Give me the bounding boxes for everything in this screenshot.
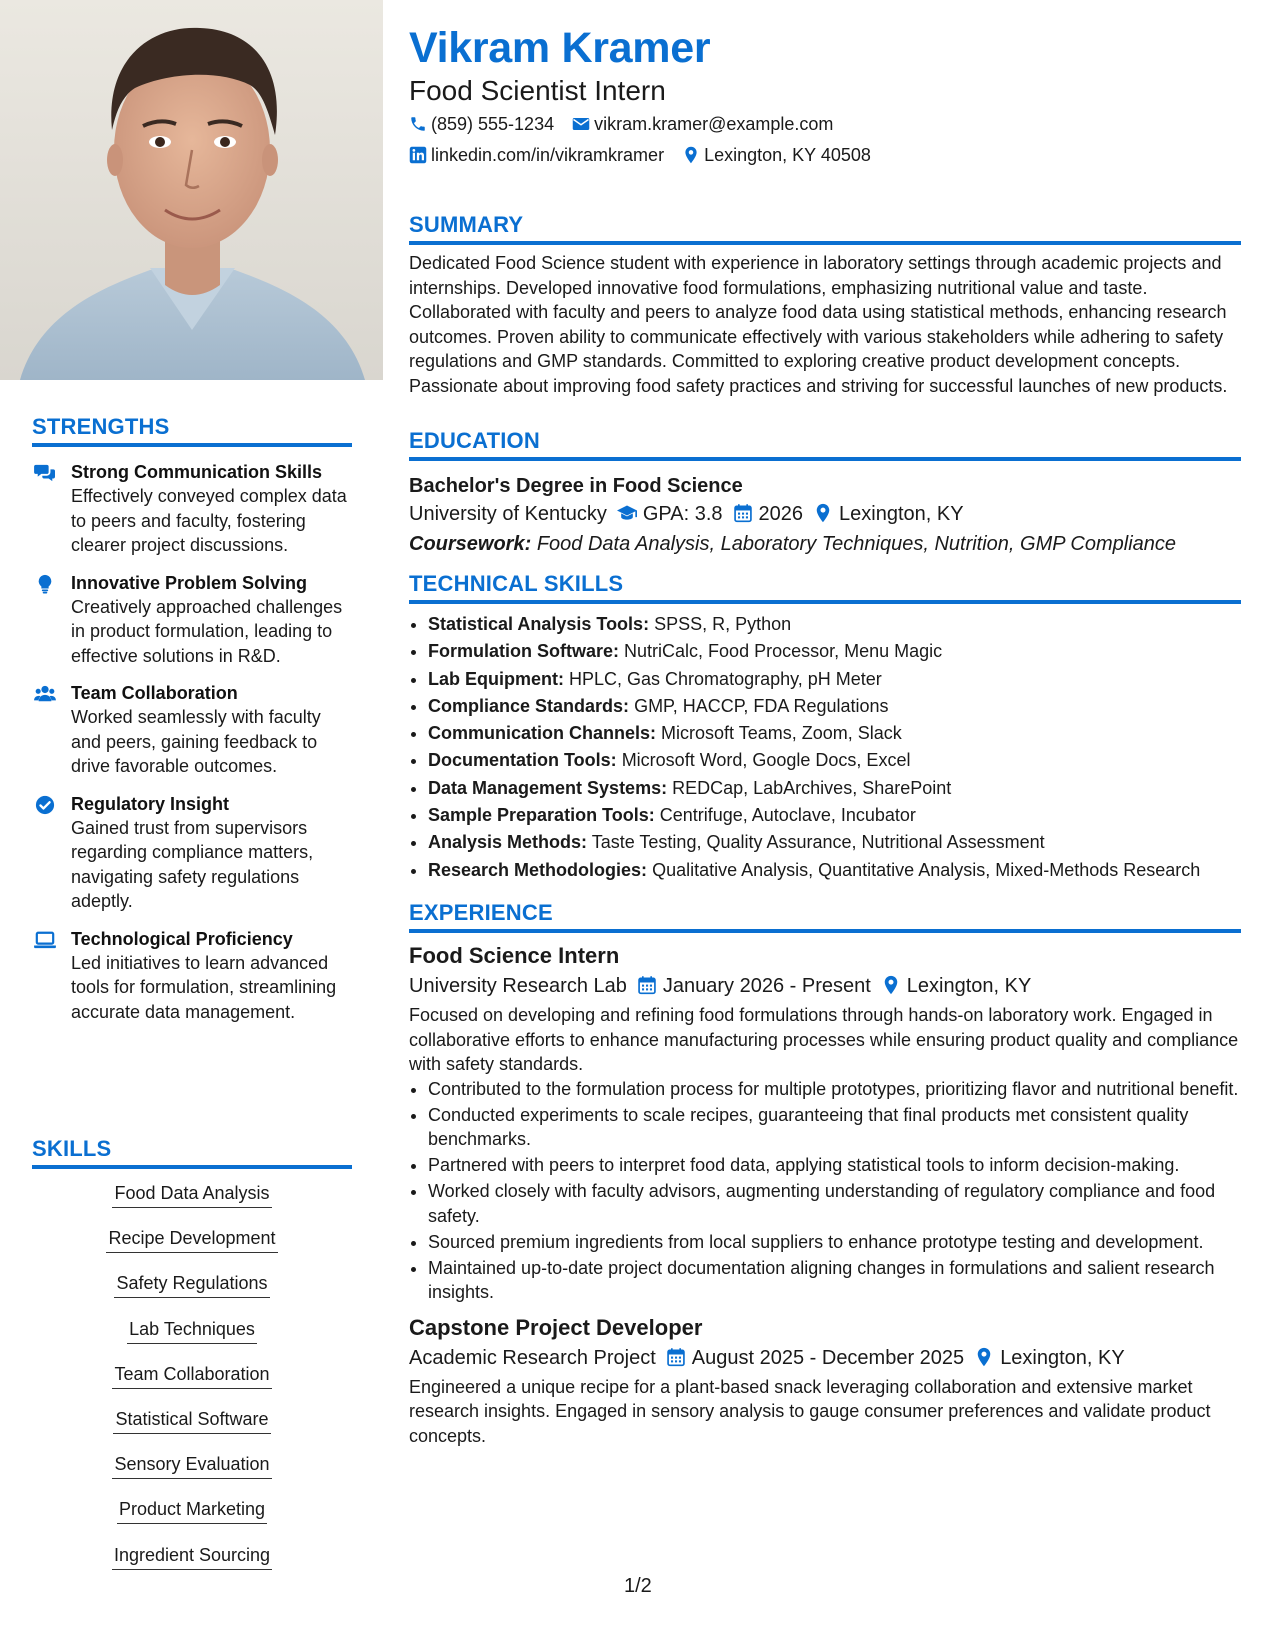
experience-entry bbox=[409, 941, 1241, 1305]
role-title: Capstone Project Developer bbox=[409, 1314, 703, 1340]
strength-name: Technological Proficiency bbox=[71, 928, 293, 949]
job-title: Food Scientist Intern bbox=[409, 75, 666, 106]
experience-meta bbox=[409, 1343, 1241, 1373]
tech-skill-item: • Lab Equipment: HPLC, Gas Chromatography, pH Meter bbox=[428, 666, 1241, 693]
experience-entry bbox=[409, 1313, 1241, 1449]
education-location: Lexington, KY bbox=[839, 503, 964, 525]
strength-desc: Creatively approached challenges in product formulation, leading to effective solutions in R&D. bbox=[71, 596, 343, 666]
date-range: August 2025 - December 2025 bbox=[691, 1346, 965, 1369]
degree-title: Bachelor's Degree in Food Science bbox=[409, 475, 743, 497]
organization: Academic Research Project bbox=[409, 1346, 656, 1369]
role-summary: Engineered a unique recipe for a plant-based snack leveraging collaboration and extensive market research insights. Engaged in sensory analysis to gauge consumer preferences and validate product concepts. bbox=[409, 1376, 1211, 1446]
strength-desc: Effectively conveyed complex data to peers and faculty, fostering clearer project discussions. bbox=[71, 486, 347, 555]
tech-skill-item: • Compliance Standards: GMP, HACCP, FDA Regulations bbox=[428, 693, 1241, 720]
comments-icon bbox=[34, 463, 56, 483]
skills-list bbox=[32, 1181, 352, 1588]
left-column bbox=[0, 0, 383, 1650]
coursework-list: Food Data Analysis, Laboratory Techniques, Nutrition, GMP Compliance bbox=[536, 533, 1177, 555]
organization: University Research Lab bbox=[409, 975, 627, 997]
strength-name: Strong Communication Skills bbox=[71, 462, 323, 482]
skill-item: Lab Techniques bbox=[32, 1317, 352, 1362]
gpa-text: GPA: 3.8 bbox=[642, 503, 723, 525]
contact-row-2 bbox=[409, 145, 871, 166]
skill-item: Safety Regulations bbox=[32, 1271, 352, 1316]
role-bullets bbox=[428, 1077, 1241, 1305]
strengths-heading: STRENGTHS bbox=[32, 414, 352, 447]
coursework bbox=[409, 529, 1241, 559]
strength-item bbox=[32, 461, 352, 558]
strength-item bbox=[32, 928, 352, 1025]
skills-heading: SKILLS bbox=[32, 1136, 352, 1169]
school-name: University of Kentucky bbox=[409, 503, 607, 525]
bullet-item: • Maintained up-to-date project documentation aligning changes in formulations and salient research insights. bbox=[428, 1256, 1241, 1305]
location-text: Lexington, KY 40508 bbox=[704, 145, 871, 165]
skill-item: Product Marketing bbox=[32, 1497, 352, 1542]
skill-item: Team Collaboration bbox=[32, 1362, 352, 1407]
graduation-year: 2026 bbox=[758, 503, 804, 525]
check-circle-icon bbox=[34, 795, 56, 815]
education-section bbox=[409, 428, 1241, 559]
tech-skill-item: • Analysis Methods: Taste Testing, Quality Assurance, Nutritional Assessment bbox=[428, 829, 1241, 856]
summary-text: Dedicated Food Science student with experience in laboratory settings through academic projects and internships. Developed innovative food formulations, emphasizing nutritional value and taste. Collaborated with faculty and peers to analyze food data using statistical methods, enhancing research outcomes. Proven ability to communicate effectively with various stakeholders while adhering to safety regulations and GMP standards. Committed to exploring creative product development concepts. Passionate about improving food safety practices and striving for successful launches of new products. bbox=[409, 253, 1228, 396]
summary-heading: SUMMARY bbox=[409, 212, 1241, 245]
tech-skill-item: • Statistical Analysis Tools: SPSS, R, Python bbox=[428, 611, 1241, 638]
strength-name: Team Collaboration bbox=[71, 683, 238, 703]
laptop-icon bbox=[34, 930, 56, 950]
strength-name: Innovative Problem Solving bbox=[71, 572, 308, 593]
phone-text: (859) 555-1234 bbox=[431, 114, 555, 134]
bullet-item: • Sourced premium ingredients from local suppliers to enhance prototype testing and development. bbox=[428, 1230, 1241, 1255]
summary-section bbox=[409, 212, 1241, 398]
skill-item: Ingredient Sourcing bbox=[32, 1543, 352, 1588]
experience-meta bbox=[409, 971, 1241, 1001]
strength-desc: Worked seamlessly with faculty and peers, gaining feedback to drive favorable outcomes. bbox=[71, 707, 321, 776]
strength-desc: Led initiatives to learn advanced tools for formulation, streamlining accurate data management. bbox=[71, 952, 337, 1022]
tech-skill-item: • Documentation Tools: Microsoft Word, Google Docs, Excel bbox=[428, 747, 1241, 774]
strengths-section bbox=[32, 414, 352, 1024]
profile-photo bbox=[0, 0, 383, 380]
calendar-icon bbox=[637, 975, 657, 995]
tech-skill-item: • Data Management Systems: REDCap, LabArchives, SharePoint bbox=[428, 775, 1241, 802]
contact-row-1 bbox=[409, 114, 833, 135]
technical-skills-list bbox=[428, 611, 1241, 884]
linkedin-icon bbox=[409, 146, 427, 164]
tech-skill-item: • Research Methodologies: Qualitative Analysis, Quantitative Analysis, Mixed-Methods Research bbox=[428, 857, 1241, 884]
lightbulb-icon bbox=[34, 574, 56, 594]
tech-skill-item: • Sample Preparation Tools: Centrifuge, Autoclave, Incubator bbox=[428, 802, 1241, 829]
strength-item bbox=[32, 682, 352, 779]
skill-item: Statistical Software bbox=[32, 1407, 352, 1452]
candidate-name: Vikram Kramer bbox=[409, 24, 711, 72]
strength-name: Regulatory Insight bbox=[71, 793, 230, 814]
bullet-item: • Contributed to the formulation process for multiple prototypes, prioritizing flavor and nutritional benefit. bbox=[428, 1077, 1241, 1102]
map-pin-icon bbox=[974, 1347, 994, 1367]
job-location: Lexington, KY bbox=[1000, 1346, 1125, 1369]
date-range: January 2026 - Present bbox=[662, 975, 871, 997]
bullet-item: • Conducted experiments to scale recipes, guaranteeing that final products met consistent quality benchmarks. bbox=[428, 1103, 1241, 1152]
map-pin-icon bbox=[813, 503, 833, 523]
map-pin-icon bbox=[881, 975, 901, 995]
skills-section bbox=[32, 1136, 352, 1588]
tech-skill-item: • Communication Channels: Microsoft Teams, Zoom, Slack bbox=[428, 720, 1241, 747]
skill-item: Sensory Evaluation bbox=[32, 1452, 352, 1497]
users-icon bbox=[34, 684, 56, 704]
technical-skills-section bbox=[409, 571, 1241, 884]
job-location: Lexington, KY bbox=[906, 975, 1032, 997]
experience-section bbox=[409, 900, 1241, 1448]
coursework-label: Coursework: bbox=[409, 533, 532, 555]
page-number: 1/2 bbox=[624, 1575, 652, 1597]
role-summary: Focused on developing and refining food formulations through hands-on laboratory work. Engaged in collaborative efforts to enhance manufacturing processes while ensuring product quality and compliance with safety standards. bbox=[409, 1005, 1239, 1074]
map-pin-icon bbox=[682, 146, 700, 164]
experience-heading: EXPERIENCE bbox=[409, 900, 1241, 933]
bullet-item: • Worked closely with faculty advisors, augmenting understanding of regulatory compliance and food safety. bbox=[428, 1179, 1241, 1228]
graduation-cap-icon bbox=[617, 503, 637, 523]
bullet-item: • Partnered with peers to interpret food data, applying statistical tools to inform decision-making. bbox=[428, 1153, 1241, 1178]
skill-item: Food Data Analysis bbox=[32, 1181, 352, 1226]
tech-skill-item: • Formulation Software: NutriCalc, Food Processor, Menu Magic bbox=[428, 638, 1241, 665]
education-meta bbox=[409, 499, 1241, 529]
calendar-icon bbox=[666, 1347, 686, 1367]
strength-item bbox=[32, 793, 352, 914]
strength-item bbox=[32, 572, 352, 669]
envelope-icon bbox=[572, 115, 590, 133]
education-heading: EDUCATION bbox=[409, 428, 1241, 461]
email-link[interactable]: vikram.kramer@example.com bbox=[594, 114, 834, 134]
role-title: Food Science Intern bbox=[409, 943, 620, 968]
phone-icon bbox=[409, 115, 427, 133]
skill-item: Recipe Development bbox=[32, 1226, 352, 1271]
technical-skills-heading: TECHNICAL SKILLS bbox=[409, 571, 1241, 604]
calendar-icon bbox=[733, 503, 753, 523]
linkedin-link[interactable]: linkedin.com/in/vikramkramer bbox=[431, 145, 665, 165]
strength-desc: Gained trust from supervisors regarding compliance matters, navigating safety regulations adeptly. bbox=[71, 817, 314, 911]
